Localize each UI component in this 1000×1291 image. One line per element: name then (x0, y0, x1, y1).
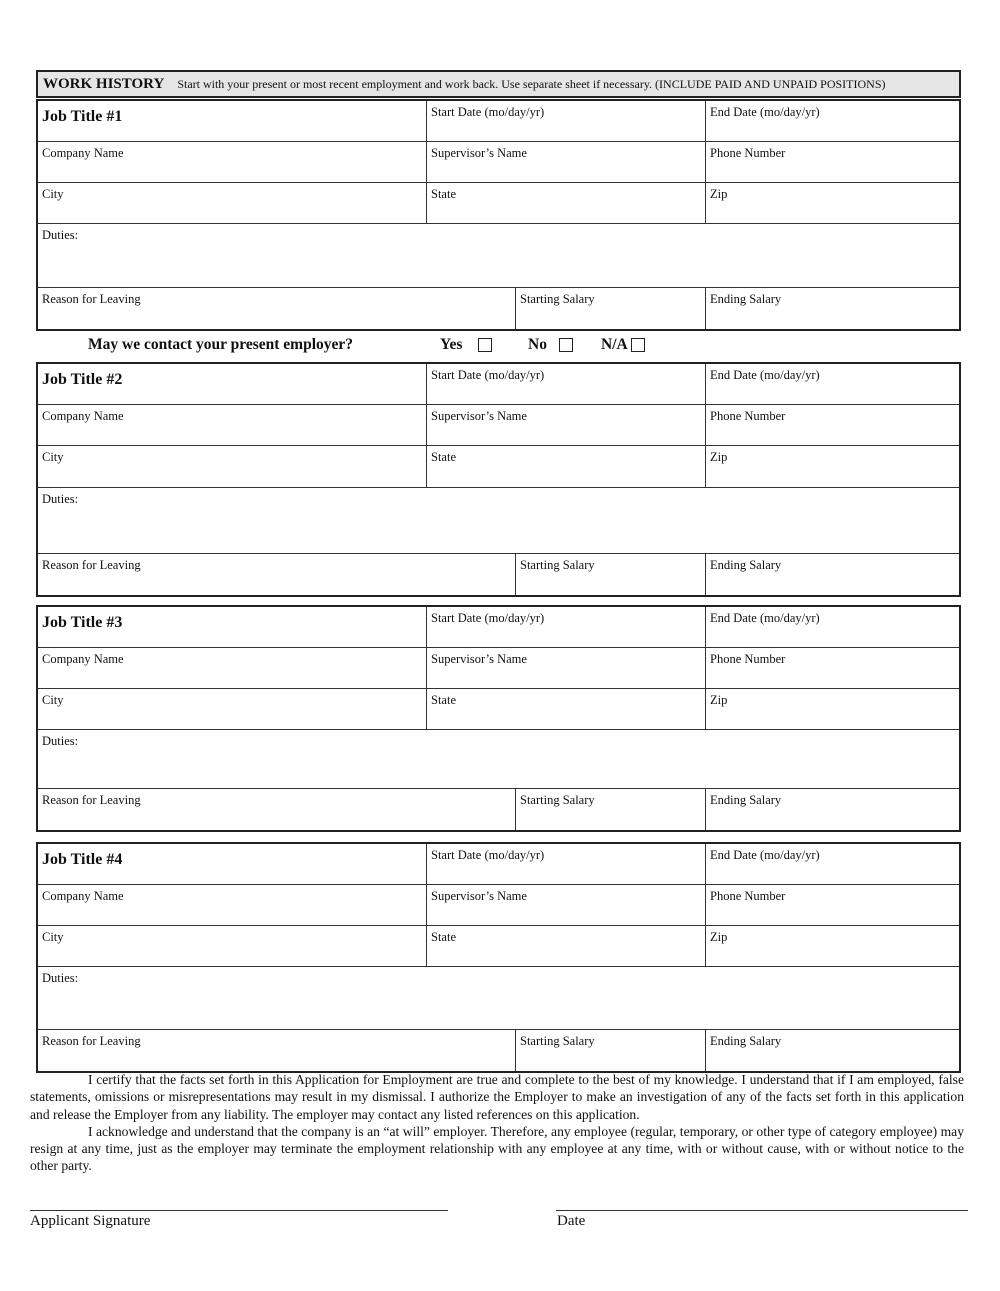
supervisor-name-field[interactable]: Supervisor’s Name (426, 648, 705, 688)
state-field[interactable]: State (426, 926, 705, 966)
company-name-field[interactable]: Company Name (42, 146, 124, 160)
starting-salary-field[interactable]: Starting Salary (515, 789, 705, 830)
starting-salary-field[interactable]: Starting Salary (515, 554, 705, 595)
yes-label: Yes (440, 336, 463, 353)
phone-number-field[interactable]: Phone Number (705, 142, 959, 182)
end-date-field[interactable]: End Date (mo/day/yr) (705, 364, 959, 404)
duties-field[interactable]: Duties: (42, 492, 79, 506)
job-title-label: Job Title #2 (42, 371, 123, 388)
phone-number-field[interactable]: Phone Number (705, 648, 959, 688)
phone-number-field[interactable]: Phone Number (705, 405, 959, 445)
ending-salary-field[interactable]: Ending Salary (705, 789, 959, 830)
start-date-field[interactable]: Start Date (mo/day/yr) (426, 607, 705, 647)
no-checkbox[interactable] (559, 338, 573, 352)
state-field[interactable]: State (426, 446, 705, 487)
end-date-field[interactable]: End Date (mo/day/yr) (705, 607, 959, 647)
job-block-4 (36, 842, 961, 1073)
applicant-signature-line[interactable] (30, 1210, 448, 1211)
duties-field[interactable]: Duties: (42, 228, 79, 242)
supervisor-name-field[interactable]: Supervisor’s Name (426, 885, 705, 925)
state-field[interactable]: State (426, 183, 705, 223)
applicant-signature-label: Applicant Signature (30, 1213, 151, 1229)
start-date-field[interactable]: Start Date (mo/day/yr) (426, 844, 705, 884)
work-history-header (36, 70, 961, 98)
job-title-label: Job Title #4 (42, 851, 123, 868)
start-date-field[interactable]: Start Date (mo/day/yr) (426, 364, 705, 404)
ending-salary-field[interactable]: Ending Salary (705, 554, 959, 595)
job-title-label: Job Title #3 (42, 614, 123, 631)
certification-paragraph-1: I certify that the facts set forth in this Application for Employment are true and complete to the best of my knowledge. I understand that if I am employed, false statements, omissions or misrepresentations may result in my dismissal. I authorize the Employer to make an investigation of any of the facts set forth in this application and release the Employer from any liability. The employer may contact any listed references on this application. (30, 1072, 964, 1122)
reason-for-leaving-field[interactable]: Reason for Leaving (42, 1034, 141, 1048)
end-date-field[interactable]: End Date (mo/day/yr) (705, 101, 959, 141)
starting-salary-field[interactable]: Starting Salary (515, 1030, 705, 1071)
city-field[interactable]: City (42, 450, 64, 464)
zip-field[interactable]: Zip (705, 689, 959, 729)
section-title: WORK HISTORY (43, 75, 165, 92)
zip-field[interactable]: Zip (705, 183, 959, 223)
section-instructions: Start with your present or most recent employment and work back. Use separate sheet if necessary. (INCLUDE PAID AND UNPAID POSITIONS) (177, 76, 886, 91)
start-date-field[interactable]: Start Date (mo/day/yr) (426, 101, 705, 141)
supervisor-name-field[interactable]: Supervisor’s Name (426, 405, 705, 445)
job-block-1 (36, 99, 961, 331)
state-field[interactable]: State (426, 689, 705, 729)
duties-field[interactable]: Duties: (42, 734, 79, 748)
job-block-3 (36, 605, 961, 832)
city-field[interactable]: City (42, 930, 64, 944)
reason-for-leaving-field[interactable]: Reason for Leaving (42, 793, 141, 807)
reason-for-leaving-field[interactable]: Reason for Leaving (42, 558, 141, 572)
ending-salary-field[interactable]: Ending Salary (705, 288, 959, 329)
company-name-field[interactable]: Company Name (42, 409, 124, 423)
phone-number-field[interactable]: Phone Number (705, 885, 959, 925)
certification-statement (30, 1071, 964, 1175)
ending-salary-field[interactable]: Ending Salary (705, 1030, 959, 1071)
end-date-field[interactable]: End Date (mo/day/yr) (705, 844, 959, 884)
supervisor-name-field[interactable]: Supervisor’s Name (426, 142, 705, 182)
company-name-field[interactable]: Company Name (42, 889, 124, 903)
starting-salary-field[interactable]: Starting Salary (515, 288, 705, 329)
city-field[interactable]: City (42, 693, 64, 707)
contact-question-label: May we contact your present employer? (88, 336, 354, 353)
zip-field[interactable]: Zip (705, 926, 959, 966)
yes-checkbox[interactable] (478, 338, 492, 352)
date-line[interactable] (556, 1210, 968, 1211)
zip-field[interactable]: Zip (705, 446, 959, 487)
reason-for-leaving-field[interactable]: Reason for Leaving (42, 292, 141, 306)
no-label: No (528, 336, 547, 353)
duties-field[interactable]: Duties: (42, 971, 79, 985)
company-name-field[interactable]: Company Name (42, 652, 124, 666)
job-title-label: Job Title #1 (42, 108, 123, 125)
date-label: Date (557, 1213, 586, 1229)
na-checkbox[interactable] (631, 338, 645, 352)
city-field[interactable]: City (42, 187, 64, 201)
na-label: N/A (601, 336, 628, 353)
job-block-2 (36, 362, 961, 597)
certification-paragraph-2: I acknowledge and understand that the company is an “at will” employer. Therefore, any employee (regular, temporary, or other type of category employee) may resign at any time, just as the employer may terminate the employment relationship with any employee at any time, with or without cause, with or without notice to the other party. (30, 1123, 964, 1174)
